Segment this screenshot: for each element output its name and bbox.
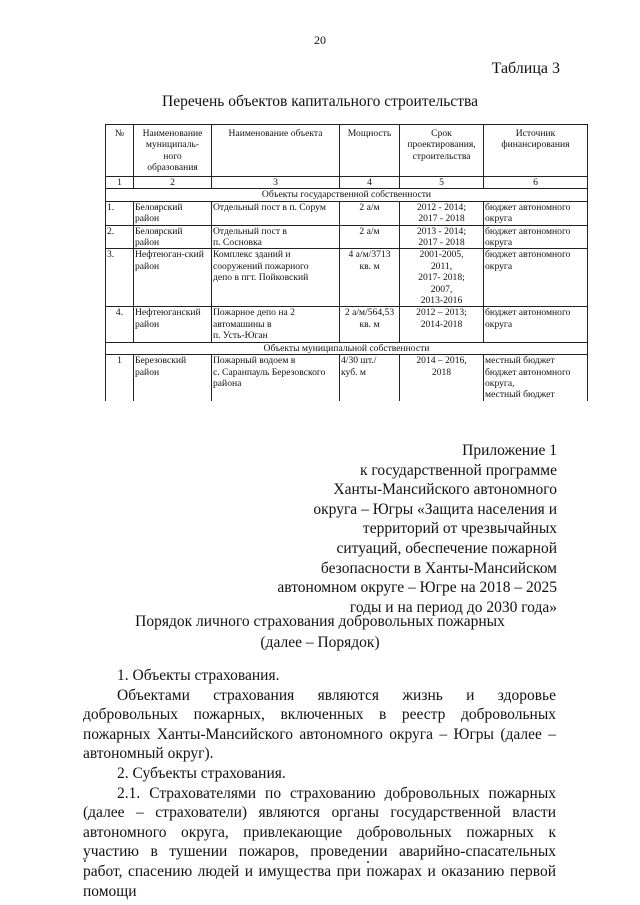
row-municipality: Белоярский район: [134, 201, 212, 225]
row-capacity: 2 а/м: [340, 225, 400, 249]
document-title: [0, 611, 640, 653]
document-title-line: Порядок личного страхования добровольных пожарных: [135, 613, 505, 630]
row-municipality: Нефтеюган-ский район: [134, 249, 212, 307]
table-row: [106, 225, 588, 249]
table-row: [106, 355, 588, 401]
section-heading: 2. Субъекты страхования.: [117, 764, 286, 782]
column-number: 5: [400, 177, 484, 189]
column-numbers-row: [106, 177, 588, 189]
header-number: №: [106, 125, 134, 177]
row-number: 1.: [106, 201, 134, 225]
column-number: 1: [106, 177, 134, 189]
table-header-row: [106, 125, 588, 177]
row-source: бюджет автономного округа: [484, 225, 588, 249]
row-municipality: Березовский район: [134, 355, 212, 401]
capital-construction-table: [105, 124, 588, 401]
row-object: Пожарное депо на 2 автомашины в п. Усть-Юган: [212, 307, 340, 342]
section-row-municipal: [106, 342, 588, 354]
row-object: Отдельный пост в п. Сорум: [212, 201, 340, 225]
appendix-heading: [277, 441, 557, 617]
row-number: 3.: [106, 249, 134, 307]
table-row: [106, 249, 588, 307]
section-row-state: [106, 189, 588, 201]
header-municipality: Наименование муниципаль- ного образования: [134, 125, 212, 177]
row-capacity: 2 а/м: [340, 201, 400, 225]
appendix-line: Ханты-Мансийского автономного: [333, 481, 557, 499]
row-number: 2.: [106, 225, 134, 249]
row-capacity: 4/30 шт./ куб. м: [340, 355, 400, 401]
column-number: 6: [484, 177, 588, 189]
scan-mark: [367, 861, 369, 863]
appendix-line: территорий от чрезвычайных: [362, 520, 557, 538]
appendix-line: автономном округе – Югре на 2018 – 2025: [277, 579, 557, 597]
header-object: Наименование объекта: [212, 125, 340, 177]
appendix-line: годы и на период до 2030 года»: [349, 598, 557, 616]
row-source: бюджет автономного округа: [484, 201, 588, 225]
section-title: Объекты государственной собственности: [106, 189, 588, 201]
section-title: Объекты муниципальной собственности: [106, 342, 588, 354]
row-number: 1: [106, 355, 134, 401]
row-object: Комплекс зданий и сооружений пожарного депо в пгт. Пойковский: [212, 249, 340, 307]
table-caption: Таблица 3: [491, 60, 560, 77]
row-object: Отдельный пост в п. Сосновка: [212, 225, 340, 249]
paragraph: 2.1. Страхователями по страхованию добровольных пожарных (далее – страхователи) являются органы государственной власти автономного округа, привлекающие добровольных пожарных к участию в тушении пожаров, проведении аварийно-спасательных работ, спасению людей и имущества при пожарах и оказанию первой помощи: [83, 784, 556, 900]
document-body: [83, 666, 556, 901]
header-capacity: Мощность: [340, 125, 400, 177]
row-term: 2012 - 2014; 2017 - 2018: [400, 201, 484, 225]
column-number: 3: [212, 177, 340, 189]
row-source: бюджет автономного округа: [484, 249, 588, 307]
row-capacity: 2 а/м/564,53 кв. м: [340, 307, 400, 342]
section-heading: 1. Объекты страхования.: [117, 667, 280, 684]
row-number: 4.: [106, 307, 134, 342]
paragraph: Объектами страхования являются жизнь и здоровье добровольных пожарных, включенных в реестр добровольных пожарных Ханты-Мансийского автономного округа – Югры (далее – автономный округ).: [83, 686, 556, 763]
scan-mark: [84, 860, 86, 862]
appendix-line: Приложение 1: [462, 442, 557, 459]
column-number: 2: [134, 177, 212, 189]
appendix-line: безопасности в Ханты-Мансийском: [320, 559, 557, 577]
row-object: Пожарный водоем в с. Саранпауль Березовского района: [212, 355, 340, 401]
header-term: Срок проектирования, строительства: [400, 125, 484, 177]
table-title: Перечень объектов капитального строительства: [162, 93, 478, 110]
row-source: бюджет автономного округа: [484, 307, 588, 342]
appendix-line: к государственной программе: [359, 461, 557, 479]
row-municipality: Белоярский район: [134, 225, 212, 249]
page-number: 20: [314, 33, 326, 47]
table-row: [106, 307, 588, 342]
row-municipality: Нефтеюганский район: [134, 307, 212, 342]
row-term: 2014 – 2016, 2018: [400, 355, 484, 401]
row-source: местный бюджет бюджет автономного округа, местный бюджет: [484, 355, 588, 401]
document-title-line: (далее – Порядок): [260, 634, 380, 651]
row-term: 2012 – 2013; 2014-2018: [400, 307, 484, 342]
appendix-line: округа – Югры «Защита населения и: [313, 500, 557, 518]
row-capacity: 4 а/м/3713 кв. м: [340, 249, 400, 307]
column-number: 4: [340, 177, 400, 189]
row-term: 2001-2005, 2011, 2017- 2018; 2007, 2013-2016: [400, 249, 484, 307]
table-row: [106, 201, 588, 225]
header-source: Источник финансирования: [484, 125, 588, 177]
appendix-line: ситуаций, обеспечение пожарной: [336, 539, 557, 557]
row-term: 2013 - 2014; 2017 - 2018: [400, 225, 484, 249]
